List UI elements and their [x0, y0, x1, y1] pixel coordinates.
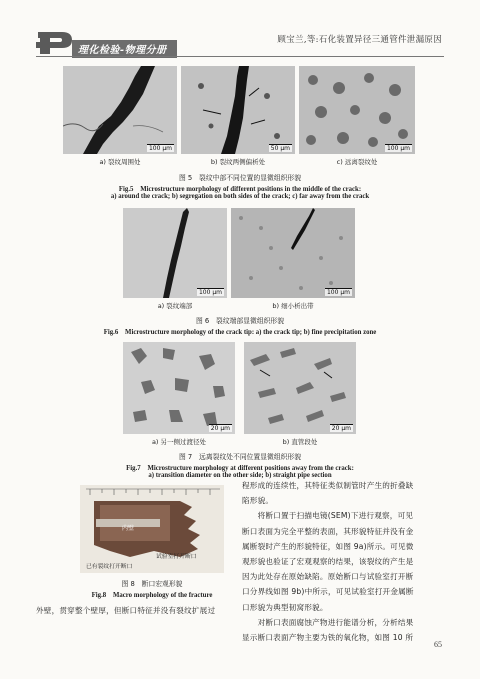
header-rule	[36, 56, 444, 57]
figure6-caption-en: Fig.6 Microstructure morphology of the crack tip: a) the crack tip; b) fine precipitation zone	[103, 329, 377, 336]
figure7-caption-en-2: a) transition diameter on the other side; b) straight pipe section	[148, 472, 332, 479]
body-line: 观形貌也验证了宏观观察的结果，该裂纹的产生是	[242, 557, 414, 567]
figure5a-image	[63, 66, 177, 154]
figure5a-scale: 100 μm	[148, 145, 172, 152]
left-body-text: 外壁，贯穿整个壁厚，但断口特征并没有裂纹扩展过	[36, 606, 216, 615]
body-line: 程形成的连续性，其特征类似制管时产生的折叠缺	[242, 481, 414, 490]
figure5c-label: c) 远离裂纹处	[336, 158, 378, 166]
body-line: 显示断口表面产物主要为铁的氧化物，如图 10 所	[242, 633, 414, 643]
figure5c-image	[299, 66, 415, 154]
figure7-caption-en-1: Fig.7 Microstructure morphology at different positions away from the crack:	[126, 465, 354, 472]
figure7b-scale: 20 μm	[331, 425, 351, 432]
figure7b-label: b) 直管段处	[282, 438, 318, 446]
figure8-inner-wall-label: 内壁	[122, 525, 135, 532]
body-line: 口分界线如图 9b)中所示，可见试验室打开金属断	[242, 587, 414, 597]
journal-logo-text: 理化检验-物理分册	[72, 40, 177, 58]
figure6a-image	[123, 208, 227, 298]
figure8-caption-en: Fig.8 Macro morphology of the fracture	[91, 592, 213, 599]
figure5b-scale: 50 μm	[270, 145, 290, 152]
figure5-caption-en-2: a) around the crack; b) segregation on both sides of the crack; c) far away from the crack	[110, 193, 370, 200]
figure5c-scale: 100 μm	[386, 145, 410, 152]
figure8-caption-zh: 图 8 断口宏观形貌	[121, 580, 183, 588]
figure6b-label: b) 细小析出带	[272, 302, 314, 310]
body-line: 属断裂时产生的形貌特征，如图 9a)所示。可见微	[242, 541, 414, 551]
body-line: 陷形貌。	[242, 496, 274, 506]
figure6a-label: a) 裂纹端部	[157, 302, 193, 310]
body-line: 将断口置于扫描电镜(SEM)下进行观察，可见	[242, 511, 414, 521]
figure6b-scale: 100 μm	[326, 289, 350, 296]
figure5a-label: a) 裂纹周围处	[99, 158, 141, 166]
figure7a-label: a) 另一侧过渡径处	[151, 438, 207, 446]
right-column-text	[242, 478, 446, 645]
figure5-caption-en-1: Fig.5 Microstructure morphology of different positions in the middle of the crack:	[118, 186, 362, 193]
figure8-image	[80, 485, 224, 573]
running-title: 顾宝兰,等:石化装置异径三通管件泄漏原因	[277, 35, 442, 45]
body-line: 断口表面为完全平整的表面，其形貌特征并没有金	[242, 526, 414, 536]
figure6-caption-zh: 图 6 裂纹端部显微组织形貌	[195, 317, 285, 325]
figure8-existing-crack-label: 已有裂纹打开断口	[86, 564, 133, 570]
figure6b-image	[231, 208, 355, 298]
figure7a-scale: 20 μm	[210, 425, 230, 432]
body-line: 对断口表面腐蚀产物进行能谱分析，分析结果	[242, 617, 414, 627]
body-line: 口形貌为典型韧窝形貌。	[242, 602, 328, 612]
figure5b-image	[181, 66, 295, 154]
figure7a-image	[123, 342, 235, 434]
figure5-caption-zh: 图 5 裂纹中部不同位置的显微组织形貌	[178, 174, 302, 182]
journal-logo	[36, 28, 216, 54]
figure7-caption-zh: 图 7 远离裂纹处不同位置显微组织形貌	[178, 453, 302, 461]
page-number: 65	[434, 640, 442, 649]
figure6a-scale: 100 μm	[198, 289, 222, 296]
body-line: 因为此处存在原始缺陷。原始断口与试验室打开断	[242, 572, 414, 582]
journal-logo-mark	[36, 28, 76, 54]
figure7b-image	[244, 342, 356, 434]
figure8-lab-opened-label: 试验室打开断口	[156, 554, 197, 560]
figure5b-label: b) 裂纹两侧偏析处	[210, 158, 266, 166]
